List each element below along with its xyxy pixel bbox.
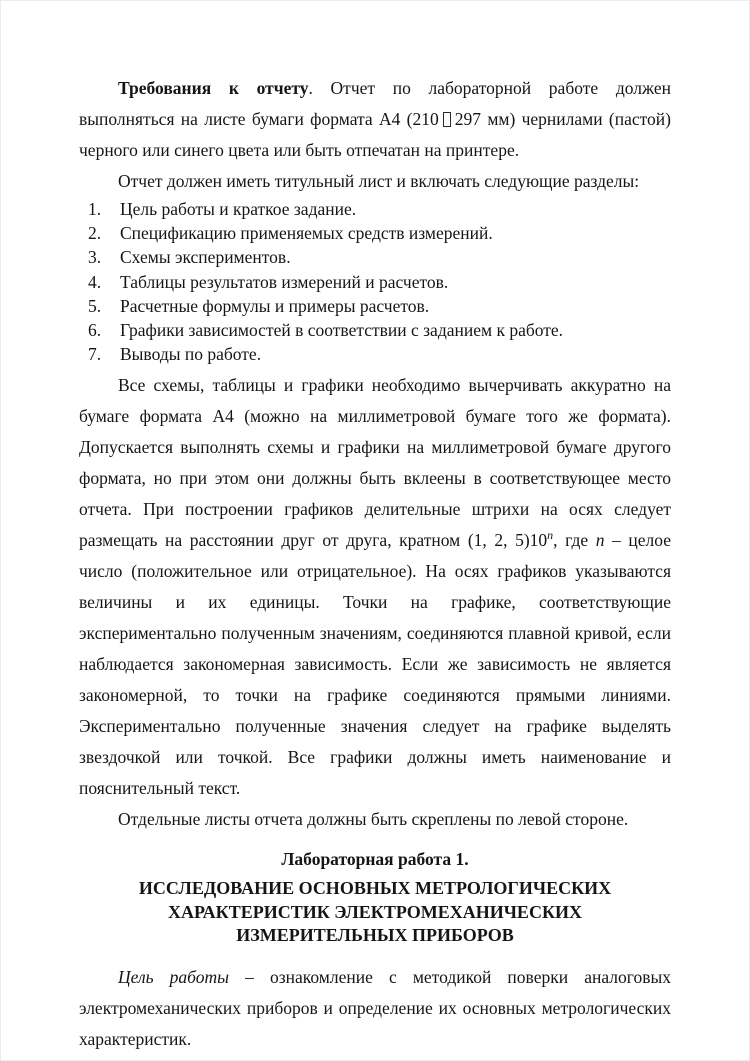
list-item-number: 1.: [88, 199, 102, 219]
requirements-bold-lead: Требования к отчету: [118, 78, 309, 98]
main-title-line-2: ХАРАКТЕРИСТИК ЭЛЕКТРОМЕХАНИЧЕСКИХ: [167, 901, 582, 922]
exponent-n: n: [547, 528, 554, 543]
list-item-text: Таблицы результатов измерений и расчетов.: [120, 271, 449, 292]
paragraph-sections-intro: Отчет должен иметь титульный лист и включать следующие разделы:: [118, 171, 640, 191]
goal-text: – ознакомление с методикой поверки аналоговых электромеханических приборов и определение их основных метрологических характеристик.: [79, 966, 671, 1049]
list-item-number: 2.: [88, 223, 102, 244]
paragraph-work-goal: [79, 962, 671, 1055]
list-item-number: 7.: [88, 344, 102, 365]
list-item-text: Выводы по работе.: [120, 344, 262, 365]
list-item: [79, 270, 671, 294]
list-item: [79, 197, 671, 221]
list-item-text: Спецификацию применяемых средств измерений.: [120, 223, 493, 244]
requirements-text-a: . Отчет по лабораторной работе должен выполняться на листе бумаги формата А4 (210: [79, 78, 671, 129]
goal-italic-lead: Цель работы: [118, 966, 229, 987]
paragraph-binding-note: Отдельные листы отчета должны быть скреплены по левой стороне.: [118, 809, 629, 830]
variable-n: n: [595, 530, 605, 551]
main-title-line-1: ИССЛЕДОВАНИЕ ОСНОВНЫХ МЕТРОЛОГИЧЕСКИХ: [138, 878, 612, 899]
lab-work-title: Лабораторная работа 1.: [281, 849, 469, 870]
list-item-number: 5.: [88, 295, 102, 316]
list-item-text: Расчетные формулы и примеры расчетов.: [120, 295, 430, 316]
list-item-text: Цель работы и краткое задание.: [120, 199, 357, 219]
list-item: [79, 318, 671, 342]
missing-glyph-box: [443, 112, 451, 127]
list-item-text: Схемы экспериментов.: [120, 247, 291, 268]
list-item-number: 4.: [88, 271, 102, 292]
list-item: [79, 221, 671, 245]
list-item: [79, 294, 671, 318]
list-item-number: 3.: [88, 247, 102, 268]
main-work-title: [79, 877, 671, 948]
drawing-rules-text-b: , где: [553, 530, 596, 551]
list-item-number: 6.: [88, 320, 102, 341]
paragraph-drawing-rules: [79, 370, 671, 804]
requirements-text-b: 297 мм) чернилами (пастой) черного или синего цвета или быть отпечатан на принтере.: [79, 109, 671, 160]
report-sections-list: [79, 197, 671, 366]
main-title-line-3: ИЗМЕРИТЕЛЬНЫХ ПРИБОРОВ: [236, 925, 514, 946]
drawing-rules-text-c: – целое число (положительное или отрицательное). На осях графиков указываются величины и их единицы. Точки на графике, соответствующие экспериментально полученным значениям, соединяются плавной кривой, если наблюдается закономерная зависимость. Если же зависимость не является закономерной, то точки на графике соединяются прямыми линиями. Экспериментально полученные значения следует на графике выделять звездочкой или точкой. Все графики должны иметь наименование и пояснительный текст.: [79, 530, 671, 799]
list-item-text: Графики зависимостей в соответствии с заданием к работе.: [120, 320, 564, 341]
paragraph-report-requirements: [79, 73, 671, 166]
list-item: [79, 245, 671, 269]
list-item: [79, 342, 671, 366]
drawing-rules-text-a: Все схемы, таблицы и графики необходимо вычерчивать аккуратно на бумаге формата А4 (можно на миллиметровой бумаге того же формата). Допускается выполнять схемы и графики на миллиметровой бумаге другого формата, но при этом они должны быть вклеены в соответствующее место отчета. При построении графиков делительные штрихи на осях следует размещать на расстоянии друг от друга, кратном (1, 2, 5)10: [79, 375, 671, 551]
